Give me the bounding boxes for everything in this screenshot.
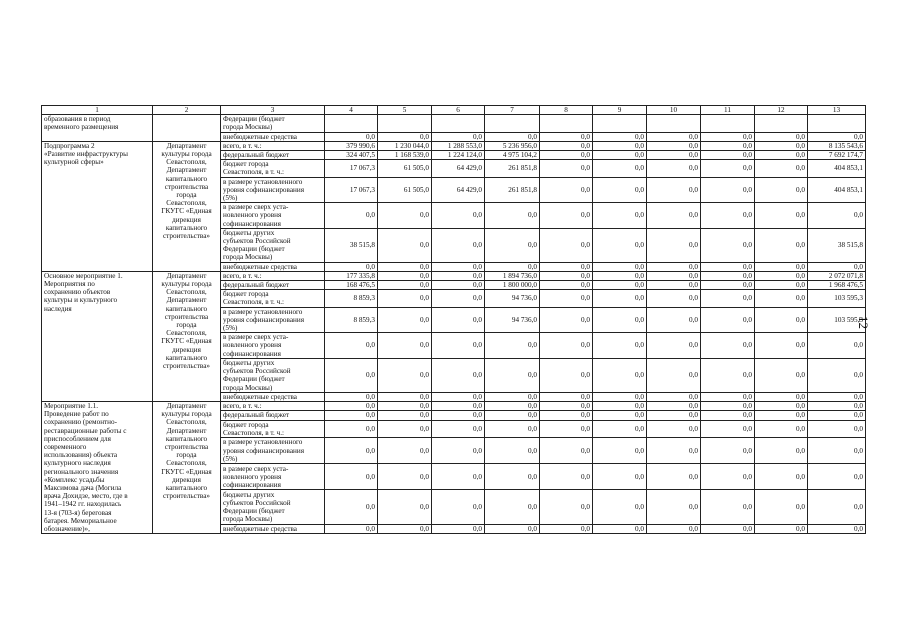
column-header: 13 [808,106,866,115]
amount-cell: 0,0 [755,177,808,203]
amount-cell: 0,0 [485,203,540,229]
amount-cell: 1 224 124,0 [432,151,485,160]
amount-cell: 8 859,3 [325,290,378,307]
amount-cell: 0,0 [808,524,866,533]
column-header: 10 [647,106,701,115]
amount-cell: 0,0 [485,358,540,392]
amount-cell: 2 072 071,8 [808,271,866,280]
funding-source-cell: бюджеты других субъектов Российской Федерации (бюджет города Москвы) [221,358,325,392]
amount-cell: 0,0 [755,228,808,262]
amount-cell: 0,0 [540,438,593,464]
amount-cell: 0,0 [647,420,701,438]
amount-cell [701,115,755,132]
column-header: 1 [42,106,153,115]
amount-cell: 0,0 [485,411,540,420]
amount-cell: 0,0 [808,262,866,271]
program-name-cell: образования в период временного размещения [42,115,153,142]
amount-cell: 0,0 [540,333,593,359]
amount-cell [485,115,540,132]
page-number: 12 [856,316,871,329]
amount-cell: 0,0 [593,281,647,290]
amount-cell [755,115,808,132]
amount-cell: 0,0 [540,271,593,280]
program-name-cell: Подпрограмма 2 «Развитие инфраструктуры культурной сферы» [42,141,153,271]
amount-cell: 0,0 [647,401,701,410]
amount-cell: 0,0 [378,524,432,533]
amount-cell: 0,0 [540,464,593,490]
amount-cell: 4 975 104,2 [485,151,540,160]
table-row [42,271,866,280]
amount-cell: 0,0 [432,203,485,229]
amount-cell: 0,0 [325,464,378,490]
table-row [42,401,866,410]
funding-source-cell: внебюджетные средства [221,524,325,533]
amount-cell: 0,0 [325,411,378,420]
amount-cell: 261 851,8 [485,177,540,203]
amount-cell: 0,0 [647,160,701,177]
column-header: 8 [540,106,593,115]
amount-cell: 0,0 [378,392,432,401]
amount-cell: 0,0 [593,401,647,410]
amount-cell: 0,0 [647,464,701,490]
amount-cell: 0,0 [540,420,593,438]
amount-cell: 168 476,5 [325,281,378,290]
amount-cell: 0,0 [593,438,647,464]
amount-cell: 0,0 [432,271,485,280]
funding-source-cell: всего, в т. ч.: [221,141,325,150]
funding-source-cell: федеральный бюджет [221,151,325,160]
amount-cell: 0,0 [755,358,808,392]
amount-cell: 0,0 [593,307,647,333]
funding-source-cell: в размере сверх уста- новленного уровня софинансирования [221,464,325,490]
amount-cell: 0,0 [485,420,540,438]
amount-cell: 0,0 [432,262,485,271]
table-row [42,141,866,150]
amount-cell: 0,0 [808,420,866,438]
amount-cell: 0,0 [593,160,647,177]
amount-cell: 7 692 174,7 [808,151,866,160]
amount-cell: 0,0 [593,203,647,229]
amount-cell: 0,0 [755,401,808,410]
executor-cell: Департамент культуры города Севастополя, Департамент капитального строительства города Севастополя, ГКУГС «Единая дирекция капитального строительства» [153,141,221,271]
amount-cell: 5 236 956,0 [485,141,540,150]
amount-cell: 0,0 [647,262,701,271]
amount-cell: 0,0 [647,524,701,533]
funding-source-cell: всего, в т. ч.: [221,401,325,410]
funding-source-cell: в размере сверх уста- новленного уровня софинансирования [221,203,325,229]
amount-cell: 0,0 [593,464,647,490]
amount-cell: 0,0 [701,290,755,307]
amount-cell: 0,0 [647,271,701,280]
amount-cell: 0,0 [432,228,485,262]
amount-cell: 0,0 [593,177,647,203]
amount-cell: 0,0 [593,333,647,359]
column-header: 6 [432,106,485,115]
amount-cell: 0,0 [647,333,701,359]
amount-cell: 0,0 [755,333,808,359]
amount-cell: 103 595,3 [808,307,866,333]
amount-cell: 0,0 [808,358,866,392]
amount-cell: 0,0 [755,160,808,177]
amount-cell: 0,0 [325,333,378,359]
funding-source-cell: бюджеты других субъектов Российской Федерации (бюджет города Москвы) [221,228,325,262]
amount-cell: 0,0 [647,228,701,262]
amount-cell: 0,0 [755,307,808,333]
executor-cell: Департамент культуры города Севастополя, Департамент капитального строительства города Севастополя, ГКУГС «Единая дирекция капитального строительства» [153,401,221,533]
amount-cell: 0,0 [701,203,755,229]
amount-cell: 0,0 [485,392,540,401]
amount-cell: 404 853,1 [808,160,866,177]
amount-cell: 0,0 [701,392,755,401]
amount-cell: 0,0 [593,490,647,524]
amount-cell: 0,0 [378,271,432,280]
amount-cell: 0,0 [540,401,593,410]
amount-cell: 38 515,8 [808,228,866,262]
amount-cell: 0,0 [325,524,378,533]
amount-cell: 0,0 [432,358,485,392]
amount-cell: 0,0 [593,262,647,271]
amount-cell: 0,0 [432,333,485,359]
amount-cell: 0,0 [755,464,808,490]
amount-cell: 0,0 [755,490,808,524]
funding-source-cell: внебюджетные средства [221,262,325,271]
amount-cell: 0,0 [593,420,647,438]
amount-cell: 0,0 [755,262,808,271]
amount-cell: 0,0 [808,438,866,464]
amount-cell: 177 335,8 [325,271,378,280]
amount-cell: 0,0 [701,271,755,280]
amount-cell: 0,0 [540,490,593,524]
amount-cell: 0,0 [701,438,755,464]
amount-cell: 0,0 [485,490,540,524]
amount-cell: 0,0 [432,281,485,290]
amount-cell: 0,0 [378,333,432,359]
amount-cell: 0,0 [593,132,647,141]
amount-cell: 0,0 [378,420,432,438]
amount-cell: 0,0 [540,281,593,290]
amount-cell: 0,0 [378,203,432,229]
amount-cell [808,115,866,132]
amount-cell: 1 894 736,0 [485,271,540,280]
column-header: 3 [221,106,325,115]
amount-cell: 61 505,0 [378,160,432,177]
amount-cell: 0,0 [808,392,866,401]
amount-cell: 0,0 [808,333,866,359]
amount-cell: 0,0 [432,464,485,490]
amount-cell: 0,0 [755,141,808,150]
amount-cell: 0,0 [540,392,593,401]
amount-cell: 0,0 [755,151,808,160]
amount-cell: 0,0 [755,524,808,533]
amount-cell: 0,0 [378,401,432,410]
column-header: 7 [485,106,540,115]
amount-cell: 0,0 [701,132,755,141]
amount-cell: 0,0 [378,307,432,333]
funding-source-cell: федеральный бюджет [221,411,325,420]
amount-cell: 0,0 [755,411,808,420]
amount-cell: 0,0 [378,262,432,271]
amount-cell [593,115,647,132]
amount-cell: 0,0 [647,411,701,420]
amount-cell: 0,0 [755,132,808,141]
amount-cell: 0,0 [647,392,701,401]
amount-cell: 0,0 [432,392,485,401]
funding-source-cell: внебюджетные средства [221,392,325,401]
amount-cell: 0,0 [755,290,808,307]
amount-cell: 0,0 [755,420,808,438]
amount-cell: 0,0 [647,290,701,307]
funding-source-cell: бюджеты других субъектов Российской Федерации (бюджет города Москвы) [221,490,325,524]
amount-cell [378,115,432,132]
amount-cell: 0,0 [647,141,701,150]
amount-cell: 0,0 [755,271,808,280]
amount-cell: 0,0 [647,438,701,464]
amount-cell: 0,0 [701,524,755,533]
amount-cell: 0,0 [378,290,432,307]
amount-cell: 0,0 [647,177,701,203]
amount-cell: 0,0 [325,392,378,401]
column-header: 11 [701,106,755,115]
amount-cell: 0,0 [540,262,593,271]
amount-cell: 0,0 [701,358,755,392]
amount-cell: 0,0 [593,392,647,401]
amount-cell: 0,0 [378,490,432,524]
column-header: 12 [755,106,808,115]
amount-cell: 0,0 [808,132,866,141]
amount-cell: 64 429,0 [432,160,485,177]
amount-cell: 0,0 [540,411,593,420]
amount-cell: 0,0 [540,358,593,392]
amount-cell: 61 505,0 [378,177,432,203]
funding-source-cell: всего, в т. ч.: [221,271,325,280]
amount-cell: 0,0 [540,151,593,160]
amount-cell: 0,0 [540,160,593,177]
amount-cell: 0,0 [647,358,701,392]
amount-cell: 0,0 [755,203,808,229]
amount-cell: 0,0 [701,160,755,177]
amount-cell: 0,0 [325,203,378,229]
amount-cell: 0,0 [432,401,485,410]
funding-source-cell: бюджет города Севастополя, в т. ч.: [221,420,325,438]
amount-cell: 0,0 [325,490,378,524]
amount-cell: 0,0 [701,228,755,262]
amount-cell: 0,0 [378,281,432,290]
amount-cell: 0,0 [325,358,378,392]
executor-cell: Департамент культуры города Севастополя, Департамент капитального строительства города Севастополя, ГКУГС «Единая дирекция капитального строительства» [153,271,221,401]
amount-cell: 0,0 [593,151,647,160]
amount-cell: 0,0 [485,228,540,262]
amount-cell: 0,0 [325,262,378,271]
amount-cell: 0,0 [485,401,540,410]
amount-cell: 0,0 [378,438,432,464]
amount-cell: 379 990,6 [325,141,378,150]
amount-cell: 0,0 [485,333,540,359]
amount-cell: 0,0 [701,490,755,524]
column-header: 5 [378,106,432,115]
amount-cell: 0,0 [647,281,701,290]
amount-cell: 0,0 [701,307,755,333]
amount-cell: 0,0 [485,132,540,141]
amount-cell: 0,0 [378,228,432,262]
amount-cell: 0,0 [540,177,593,203]
amount-cell: 0,0 [432,420,485,438]
amount-cell: 0,0 [485,464,540,490]
amount-cell: 1 168 539,0 [378,151,432,160]
amount-cell: 0,0 [701,141,755,150]
amount-cell: 1 288 553,0 [432,141,485,150]
amount-cell: 94 736,0 [485,290,540,307]
funding-source-cell: в размере установленного уровня софинансирования (5%) [221,307,325,333]
amount-cell: 1 230 044,0 [378,141,432,150]
amount-cell: 0,0 [540,141,593,150]
amount-cell: 0,0 [540,290,593,307]
budget-table [41,105,866,534]
amount-cell: 17 067,3 [325,177,378,203]
amount-cell: 0,0 [808,490,866,524]
amount-cell: 0,0 [378,464,432,490]
funding-source-cell: бюджет города Севастополя, в т. ч.: [221,160,325,177]
amount-cell: 0,0 [432,524,485,533]
amount-cell: 0,0 [701,411,755,420]
amount-cell [647,115,701,132]
amount-cell: 1 800 000,0 [485,281,540,290]
amount-cell: 17 067,3 [325,160,378,177]
amount-cell: 0,0 [755,392,808,401]
amount-cell [432,115,485,132]
amount-cell: 0,0 [378,132,432,141]
program-name-cell: Основное мероприятие 1. Мероприятия по сохранению объектов культуры и культурного наследия [42,271,153,401]
amount-cell: 0,0 [701,420,755,438]
amount-cell: 0,0 [325,438,378,464]
amount-cell: 0,0 [593,411,647,420]
amount-cell: 0,0 [485,438,540,464]
amount-cell: 38 515,8 [325,228,378,262]
amount-cell: 0,0 [593,290,647,307]
amount-cell [325,115,378,132]
amount-cell: 0,0 [755,438,808,464]
amount-cell: 404 853,1 [808,177,866,203]
amount-cell: 8 135 543,6 [808,141,866,150]
column-header: 2 [153,106,221,115]
amount-cell: 0,0 [485,524,540,533]
amount-cell: 0,0 [432,490,485,524]
amount-cell: 0,0 [647,132,701,141]
amount-cell: 0,0 [432,411,485,420]
amount-cell: 0,0 [808,401,866,410]
amount-cell: 261 851,8 [485,160,540,177]
amount-cell: 0,0 [701,177,755,203]
amount-cell: 0,0 [808,464,866,490]
program-name-cell: Мероприятие 1.1. Проведение работ по сохранению (ремонтно- реставрационные работы с приспособлением для современного использования) объекта культурного наследия регионального значения «Комплекс усадьбы Максимова дача (Могила врача Дохидзе, место, где в 1941–1942 гг. находилась 13-я (703-я) береговая батарея. Мемориальное обозначение)», [42,401,153,533]
funding-source-cell: внебюджетные средства [221,132,325,141]
amount-cell: 0,0 [540,228,593,262]
amount-cell: 8 859,3 [325,307,378,333]
amount-cell: 1 968 476,5 [808,281,866,290]
funding-source-cell: в размере сверх уста- новленного уровня софинансирования [221,333,325,359]
amount-cell: 0,0 [325,401,378,410]
amount-cell: 0,0 [540,524,593,533]
amount-cell: 0,0 [378,358,432,392]
amount-cell: 0,0 [325,420,378,438]
amount-cell: 0,0 [808,203,866,229]
amount-cell: 0,0 [378,411,432,420]
amount-cell: 0,0 [432,307,485,333]
amount-cell: 0,0 [540,307,593,333]
amount-cell: 64 429,0 [432,177,485,203]
funding-source-cell: бюджет города Севастополя, в т. ч.: [221,290,325,307]
amount-cell: 0,0 [647,307,701,333]
amount-cell: 0,0 [701,281,755,290]
amount-cell: 0,0 [647,151,701,160]
amount-cell: 0,0 [647,203,701,229]
amount-cell: 0,0 [432,132,485,141]
executor-cell [153,115,221,142]
amount-cell: 0,0 [432,290,485,307]
amount-cell: 0,0 [701,151,755,160]
column-header: 4 [325,106,378,115]
amount-cell: 0,0 [593,358,647,392]
amount-cell: 0,0 [593,524,647,533]
amount-cell: 103 595,3 [808,290,866,307]
amount-cell: 0,0 [647,490,701,524]
column-header: 9 [593,106,647,115]
funding-source-cell: федеральный бюджет [221,281,325,290]
amount-cell: 324 407,5 [325,151,378,160]
table-row [42,115,866,132]
amount-cell: 94 736,0 [485,307,540,333]
funding-source-cell: в размере установленного уровня софинансирования (5%) [221,177,325,203]
amount-cell: 0,0 [593,228,647,262]
amount-cell: 0,0 [701,333,755,359]
amount-cell: 0,0 [540,203,593,229]
amount-cell: 0,0 [701,401,755,410]
column-header-row [42,106,866,115]
amount-cell: 0,0 [593,271,647,280]
funding-source-cell: Федерации (бюджет города Москвы) [221,115,325,132]
amount-cell: 0,0 [701,262,755,271]
amount-cell: 0,0 [755,281,808,290]
amount-cell: 0,0 [808,411,866,420]
funding-source-cell: в размере установленного уровня софинансирования (5%) [221,438,325,464]
amount-cell: 0,0 [325,132,378,141]
amount-cell: 0,0 [593,141,647,150]
amount-cell: 0,0 [540,132,593,141]
amount-cell: 0,0 [432,438,485,464]
amount-cell: 0,0 [701,464,755,490]
amount-cell: 0,0 [485,262,540,271]
amount-cell [540,115,593,132]
